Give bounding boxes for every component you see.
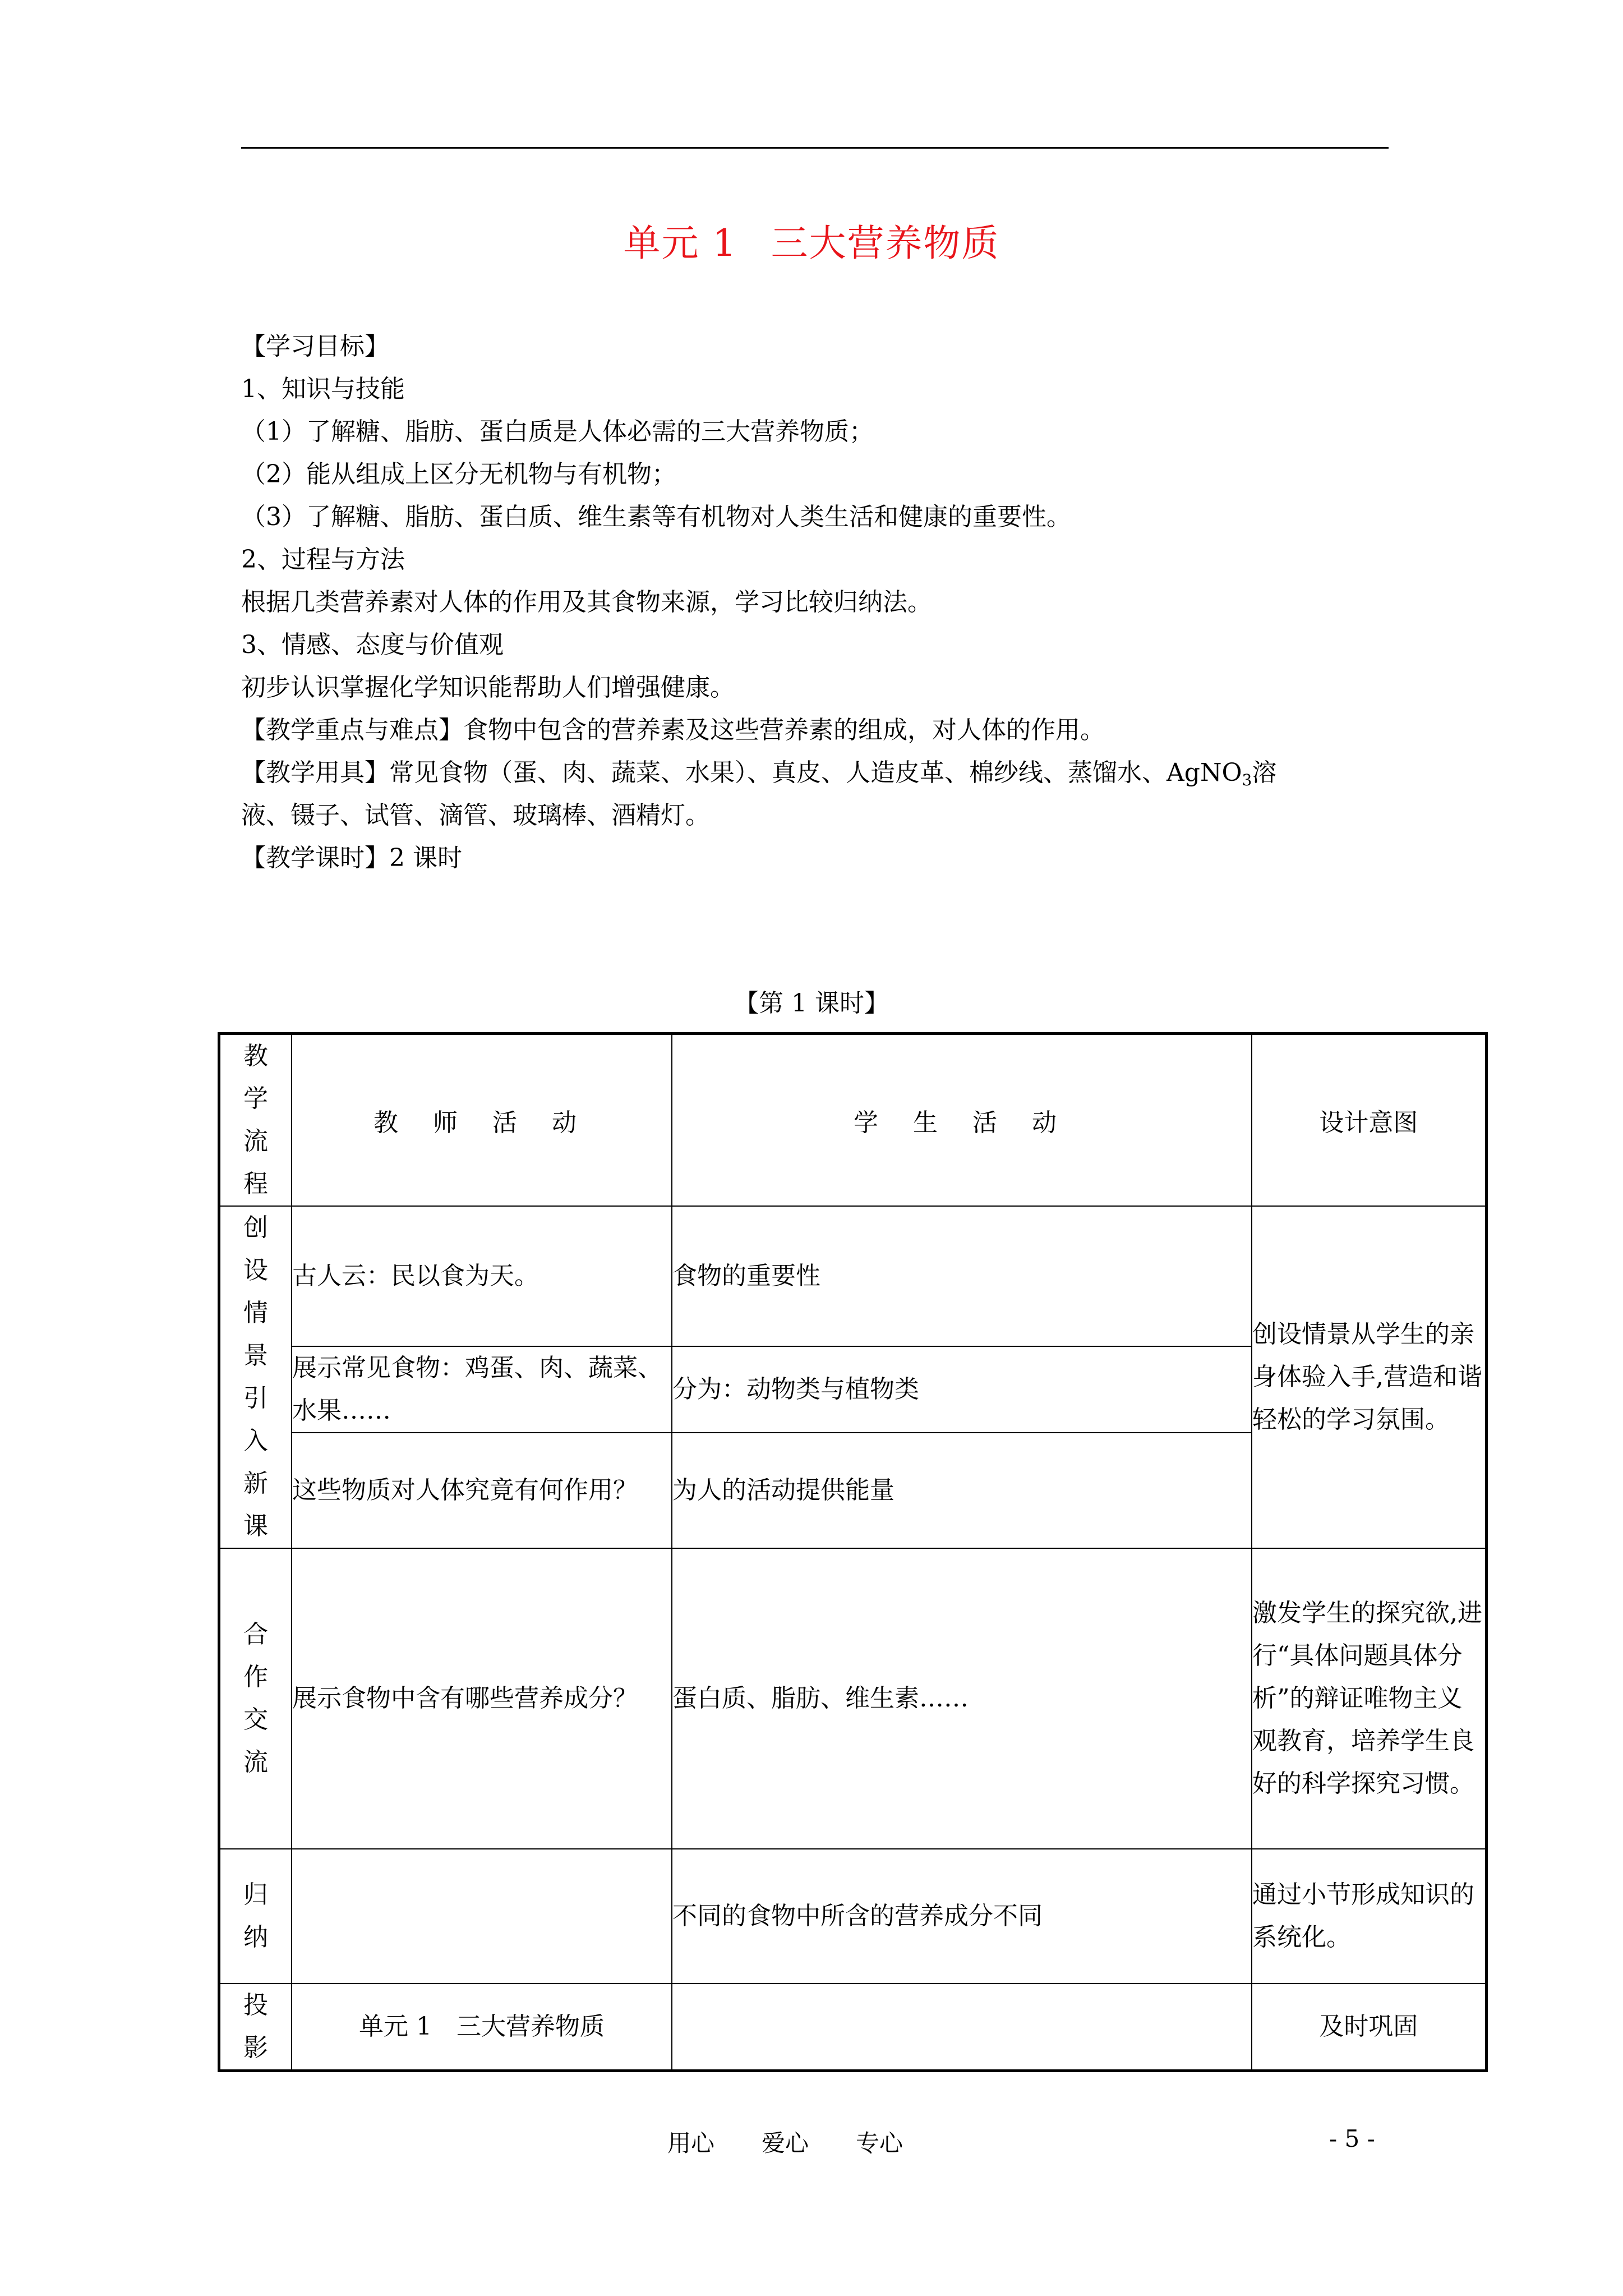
objectives-block [241, 325, 1396, 880]
header-teacher: 教 师 活 动 [292, 1034, 672, 1207]
table-row [219, 1548, 1487, 1849]
lesson-section-title: 【第 1 课时】 [734, 989, 889, 1018]
teaching-hours [241, 837, 1396, 880]
objective-item-3: （3）了解糖、脂肪、蛋白质、维生素等有机物对人类生活和健康的重要性。 [241, 503, 1071, 531]
stage1-flow: 创 设 情 景 引 入 新 课 [219, 1206, 292, 1548]
stage3-student: 不同的食物中所含的营养成分不同 [672, 1849, 1252, 1984]
key-points-text: 食物中包含的营养素及这些营养素的组成，对人体的作用。 [463, 716, 1105, 744]
stage3-teacher [292, 1849, 672, 1984]
title-prefix: 单元 1 [623, 222, 737, 265]
objective-section-2-text: 根据几类营养素对人体的作用及其食物来源，学习比较归纳法。 [241, 588, 932, 616]
stage1-student-1: 食物的重要性 [672, 1206, 1252, 1346]
stage4-student [672, 1984, 1252, 2071]
stage1-teacher-3: 这些物质对人体究竟有何作用？ [292, 1433, 672, 1548]
objective-section-3-text: 初步认识掌握化学知识能帮助人们增强健康。 [241, 673, 735, 702]
header-design: 设计意图 [1252, 1034, 1486, 1207]
page-number: - 5 - [1329, 2125, 1375, 2152]
stage1-teacher-2: 展示常见食物：鸡蛋、肉、蔬菜、水果…… [292, 1346, 672, 1433]
title-main: 三大营养物质 [771, 222, 1000, 265]
stage3-design: 通过小节形成知识的系统化。 [1252, 1849, 1486, 1984]
hours-text: 2 课时 [389, 844, 462, 872]
objectives-heading: 【学习目标】 [241, 332, 389, 361]
header-student: 学 生 活 动 [672, 1034, 1252, 1207]
page-title [0, 213, 1623, 266]
stage1-teacher-1: 古人云：民以食为天。 [292, 1206, 672, 1346]
objective-section-1: 1、知识与技能 [241, 375, 405, 403]
stage4-flow: 投 影 [219, 1984, 292, 2071]
objective-item-2: （2）能从组成上区分无机物与有机物； [241, 460, 676, 489]
teaching-tools [241, 752, 1396, 794]
table-header-row [219, 1034, 1487, 1207]
tools-subscript: 3 [1242, 771, 1252, 789]
stage1-student-3: 为人的活动提供能量 [672, 1433, 1252, 1548]
stage2-student: 蛋白质、脂肪、维生素…… [672, 1548, 1252, 1849]
stage2-teacher: 展示食物中含有哪些营养成分？ [292, 1548, 672, 1849]
lesson-plan-table [218, 1032, 1488, 2072]
footer-motto: 用心 爱心 专心 [667, 2129, 903, 2157]
objective-section-2: 2、过程与方法 [241, 545, 405, 574]
tools-text-c: 液、镊子、试管、滴管、玻璃棒、酒精灯。 [241, 801, 710, 830]
table-row [219, 1849, 1487, 1984]
hours-label: 【教学课时】 [241, 844, 389, 872]
stage3-flow: 归 纳 [219, 1849, 292, 1984]
tools-text-a: 常见食物（蛋、肉、蔬菜、水果）、真皮、人造皮革、棉纱线、蒸馏水、AgNO [389, 758, 1242, 787]
stage4-design: 及时巩固 [1252, 1984, 1486, 2071]
stage1-student-2: 分为：动物类与植物类 [672, 1346, 1252, 1433]
key-points [241, 709, 1396, 752]
header-rule [241, 147, 1389, 149]
stage2-flow: 合 作 交 流 [219, 1548, 292, 1849]
stage1-design: 创设情景从学生的亲身体验入手,营造和谐轻松的学习氛围。 [1252, 1206, 1486, 1548]
header-flow: 教 学 流 程 [219, 1034, 292, 1207]
table-row [219, 1206, 1487, 1346]
tools-text-b: 溶 [1252, 758, 1277, 787]
stage4-teacher: 单元 1 三大营养物质 [292, 1984, 672, 2071]
table-row [219, 1984, 1487, 2071]
objective-section-3: 3、情感、态度与价值观 [241, 631, 504, 659]
stage2-design: 激发学生的探究欲,进行“具体问题具体分析”的辩证唯物主义观教育，培养学生良好的科学探究习惯。 [1252, 1548, 1486, 1849]
tools-label: 【教学用具】 [241, 758, 389, 787]
key-points-label: 【教学重点与难点】 [241, 716, 463, 744]
objective-item-1: （1）了解糖、脂肪、蛋白质是人体必需的三大营养物质； [241, 417, 874, 446]
